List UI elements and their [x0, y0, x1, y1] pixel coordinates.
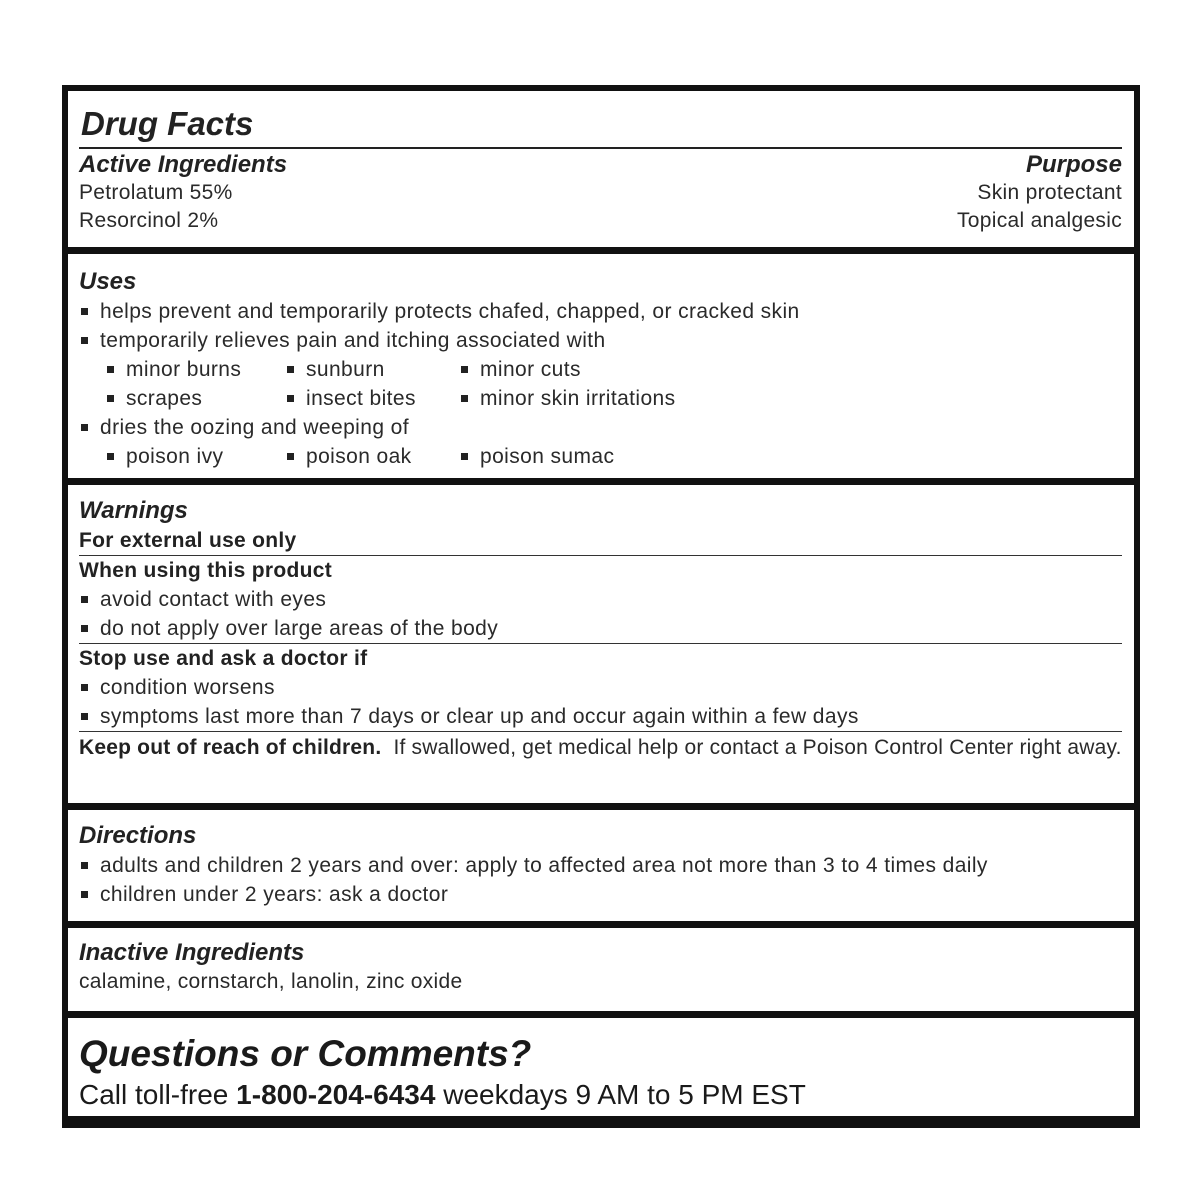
- contact-line: [79, 1076, 1122, 1114]
- active-ingredients-panel: [68, 91, 1134, 247]
- bullet-square-icon: [107, 366, 114, 373]
- ingredient-row: [79, 207, 1122, 235]
- active-header-row: [79, 151, 1122, 179]
- purpose-heading: Purpose: [1025, 151, 1122, 178]
- sub-bullet-text: poison ivy: [126, 445, 224, 468]
- directions-panel: [68, 810, 1134, 921]
- bullet-text: temporarily relieves pain and itching associated with: [100, 329, 606, 352]
- bullet-text: symptoms last more than 7 days or clear up and occur again within a few days: [100, 705, 859, 728]
- bullet-square-icon: [461, 366, 468, 373]
- bullet-square-icon: [81, 862, 88, 869]
- ingredient-purpose: Skin protectant: [977, 181, 1122, 204]
- uses-heading: Uses: [79, 268, 137, 295]
- drug-facts-title: Drug Facts: [81, 105, 254, 142]
- drug-facts-label: [62, 85, 1140, 1128]
- sub-bullet: [285, 384, 459, 413]
- bullet-text: helps prevent and temporarily protects chafed, chapped, or cracked skin: [100, 300, 800, 323]
- sub-bullet-row: [79, 355, 1122, 384]
- sub-bullet: [285, 355, 459, 384]
- bullet-item: [79, 585, 1122, 614]
- inactive-ingredients-heading: Inactive Ingredients: [79, 939, 305, 966]
- sub-bullet-text: poison oak: [306, 445, 412, 468]
- bullet-text: adults and children 2 years and over: apply to affected area not more than 3 to 4 times daily: [100, 854, 988, 877]
- inactive-ingredients-text: calamine, cornstarch, lanolin, zinc oxide: [79, 970, 463, 993]
- sub-bullet-text: minor skin irritations: [480, 387, 676, 410]
- phone-number: 1-800-204-6434: [236, 1079, 436, 1110]
- bullet-square-icon: [81, 596, 88, 603]
- questions-heading: Questions or Comments?: [79, 1033, 532, 1074]
- bullet-square-icon: [461, 453, 468, 460]
- bullet-text: do not apply over large areas of the body: [100, 617, 499, 640]
- warnings-heading: Warnings: [79, 497, 188, 524]
- sub-bullet: [105, 442, 285, 471]
- bullet-text: children under 2 years: ask a doctor: [100, 883, 449, 906]
- bullet-square-icon: [81, 337, 88, 344]
- bullet-square-icon: [461, 395, 468, 402]
- bullet-item: [79, 702, 1122, 731]
- sub-bullet: [459, 355, 759, 384]
- title-rule: [79, 147, 1122, 149]
- sub-bullet-text: insect bites: [306, 387, 416, 410]
- sub-bullet-text: sunburn: [306, 358, 385, 381]
- inactive-ingredients-panel: [68, 928, 1134, 1011]
- sub-bullet: [105, 355, 285, 384]
- sub-bullet-text: minor cuts: [480, 358, 581, 381]
- hours-text: weekdays 9 AM to 5 PM EST: [443, 1079, 806, 1110]
- stop-use-heading: Stop use and ask a doctor if: [79, 647, 368, 670]
- bullet-item: [79, 880, 1122, 909]
- bullet-square-icon: [287, 395, 294, 402]
- ingredient-row: [79, 179, 1122, 207]
- sub-bullet-row: [79, 442, 1122, 471]
- bullet-square-icon: [287, 366, 294, 373]
- bullet-square-icon: [107, 395, 114, 402]
- ingredient-purpose: Topical analgesic: [956, 209, 1122, 232]
- bullet-item: [79, 614, 1122, 643]
- warnings-panel: [68, 485, 1134, 803]
- sub-bullet: [105, 384, 285, 413]
- sub-bullet-row: [79, 384, 1122, 413]
- external-use-heading: For external use only: [79, 529, 297, 552]
- uses-panel: [68, 254, 1134, 478]
- bullet-text: dries the oozing and weeping of: [100, 416, 409, 439]
- call-prefix: Call toll-free: [79, 1079, 229, 1110]
- bullet-square-icon: [107, 453, 114, 460]
- bullet-item: [79, 851, 1122, 880]
- bullet-square-icon: [81, 308, 88, 315]
- keep-out-text: If swallowed, get medical help or contact a Poison Control Center right away.: [393, 736, 1122, 759]
- sub-bullet-text: poison sumac: [480, 445, 615, 468]
- bullet-square-icon: [81, 684, 88, 691]
- sub-bullet: [459, 384, 759, 413]
- bullet-square-icon: [81, 891, 88, 898]
- bullet-text: avoid contact with eyes: [100, 588, 327, 611]
- bullet-item: [79, 673, 1122, 702]
- sub-bullet: [459, 442, 759, 471]
- when-using-heading: When using this product: [79, 559, 333, 582]
- active-ingredients-heading: Active Ingredients: [79, 151, 288, 178]
- sub-bullet: [285, 442, 459, 471]
- bullet-item: [79, 326, 1122, 355]
- keep-out-of-reach: [79, 732, 1122, 763]
- bullet-square-icon: [287, 453, 294, 460]
- keep-out-heading: Keep out of reach of children.: [79, 736, 382, 759]
- bullet-item: [79, 413, 1122, 442]
- ingredient-name: Petrolatum 55%: [79, 181, 233, 204]
- bullet-text: condition worsens: [100, 676, 275, 699]
- ingredient-name: Resorcinol 2%: [79, 209, 219, 232]
- sub-bullet-text: scrapes: [126, 387, 203, 410]
- bullet-item: [79, 297, 1122, 326]
- bullet-square-icon: [81, 424, 88, 431]
- sub-bullet-text: minor burns: [126, 358, 242, 381]
- bullet-square-icon: [81, 625, 88, 632]
- questions-panel: [68, 1018, 1134, 1116]
- bullet-square-icon: [81, 713, 88, 720]
- directions-heading: Directions: [79, 822, 197, 849]
